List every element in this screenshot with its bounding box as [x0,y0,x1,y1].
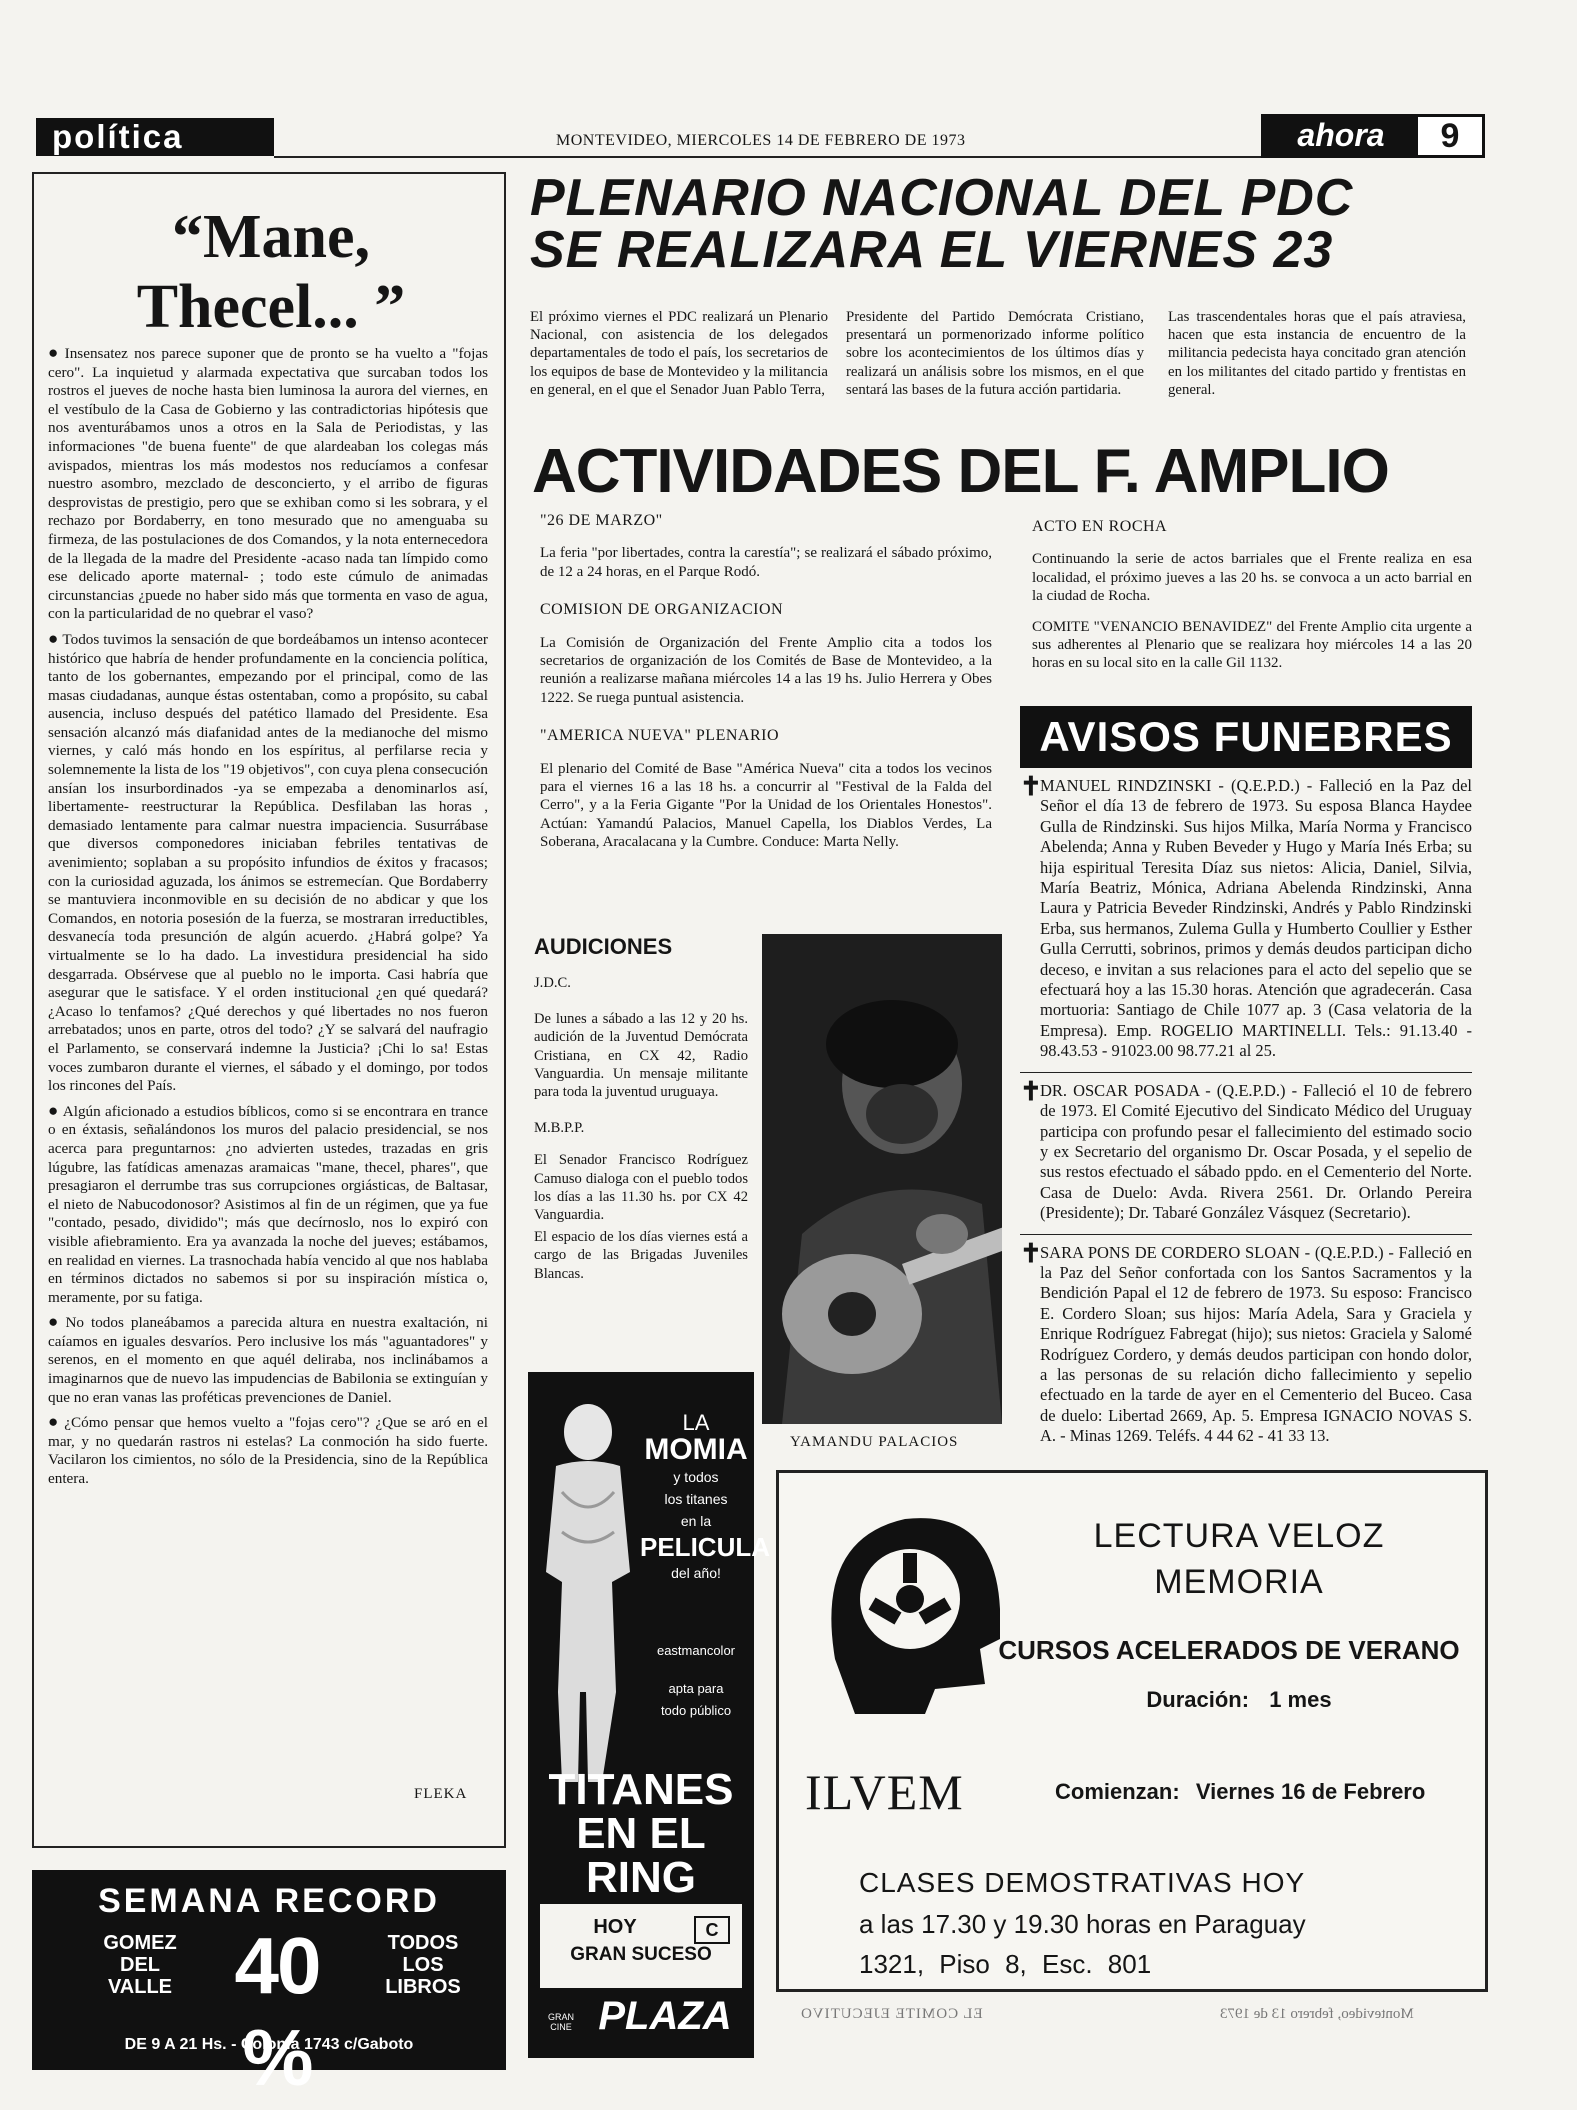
ilvem-line-7: a las 17.30 y 19.30 horas en Paraguay [859,1909,1306,1939]
ad-titanes-publico: todo público [660,1703,732,1718]
funeral-separator [1020,1072,1472,1073]
pdc-headline [530,169,1470,279]
ilvem-line-6: CLASES DEMOSTRATIVAS HOY [859,1867,1306,1898]
fa-p-4: Continuando la serie de actos barriales que el Frente realiza en esa localidad, el próximo jueves a las 20 hs. se convoca a un acto barrial en la ciudad de Rocha. [1032,551,1472,605]
article-title-line2: Thecel... ” [136,273,406,341]
page-number: 9 [1440,117,1460,155]
ad-semana-right-3: LIBROS [385,1976,461,1998]
ilvem-duracion-value: 1 mes [1269,1687,1332,1712]
publication-name: ahora [1264,117,1418,155]
ad-semana-discount: 40 % [234,1921,320,2102]
audiciones [534,934,748,1289]
funebres-heading: AVISOS FUNEBRES [1020,706,1472,768]
cross-icon: ✝ [1020,1238,1042,1268]
bleed-through-left: EL COMITE EJECUTIVO [800,2006,983,2022]
ad-semana-record [32,1870,506,2102]
fa-headline: ACTIVIDADES DEL F. AMPLIO [532,437,1389,506]
mummy-figure-icon [532,1392,642,1792]
ad-titanes-title-3: RING [586,1853,696,1902]
photo-yamandu-palacios [762,934,1002,1424]
article-title-line1: “Mane, [171,203,371,271]
ad-titanes-la: LA [682,1410,710,1435]
masthead-box [1261,114,1485,158]
pdc-col-1: El próximo viernes el PDC realizará un Plenario Nacional, con asistencia de los delegados departamentales de todo el país, los secretarios de los equipos de base de Montevideo y la militancia en general, en el que el Senador Juan Pablo Terra, [530,309,828,398]
fa-p-2: La Comisión de Organización del Frente Amplio cita a todos los secretarios de organización de los Comités de Base de Montevideo, a la reunión a realizarse mañana miércoles 14 a las 19 hs. Julio Herrera y Obes 1222. Se ruega puntual asistencia. [540,634,992,706]
ad-titanes-del-ano: del año! [671,1565,721,1581]
fa-col-2 [1032,518,1472,679]
ad-semana-left-3: VALLE [107,1976,173,1998]
ad-titanes-titanes-small: los titanes [664,1491,728,1507]
fa-p-5: COMITE "VENANCIO BENAVIDEZ" del Frente Amplio cita urgente a sus adherentes al Plenario que se realizara hoy miércoles 14 a las 20 horas en su local sito en la calle Gil 1132. [1032,618,1472,672]
ilvem-comienzan-label: Comienzan: [1055,1779,1180,1804]
ilvem-line-1: LECTURA VELOZ [1093,1517,1385,1555]
audiciones-p-3: El espacio de los días viernes está a cargo de las Brigadas Juveniles Blancas. [534,1229,748,1282]
guitarist-photo [762,934,1002,1424]
audiciones-heading: AUDICIONES [534,934,673,959]
ad-titanes-cine: PLAZA [598,1994,732,2038]
ad-semana-left [90,1932,190,1998]
photo-caption: YAMANDU PALACIOS [790,1434,959,1450]
ad-titanes [528,1372,770,2058]
fa-sub-2: COMISION DE ORGANIZACION [540,601,784,619]
audiciones-p-1: De lunes a sábado a las 12 y 20 hs. audición de la Juventud Demócrata Cristiana, en CX 42, Radio Vanguardia. Un mensaje militante para toda la juventud uruguaya. [534,1011,748,1101]
ilvem-line-2: MEMORIA [1154,1563,1324,1601]
ad-titanes-en-la: en la [680,1513,712,1529]
head-reel-icon [815,1499,1005,1719]
rating-c-icon: C [694,1916,730,1944]
article-title [34,202,508,342]
section-label: política [36,118,274,156]
ilvem-comienzan-value: Viernes 16 de Febrero [1195,1779,1426,1804]
funeral-entry-text: DR. OSCAR POSADA - (Q.E.P.D.) - Falleció el 10 de febrero de 1973. El Comité Ejecutivo del Sindicato Médico del Uruguay participa con profundo pesar el fallecimiento del estimado socio y ex Secretario del organismo Dr. Oscar Posada, y el sepelio de sus restos efectuado el sábado ppdo. en el Cementerio del Norte. Casa de Duelo: Avda. Rivera 2561. Dr. Orlando Pereira (Presidente); Dr. Tabaré González Vásquez (Secretario). [1040,1080,1472,1223]
ilvem-line-3: CURSOS ACELERADOS DE VERANO [998,1635,1460,1665]
audiciones-sub-2: M.B.P.P. [534,1120,585,1137]
ad-semana-left-2: DEL [120,1954,160,1976]
article-body [48,344,488,1754]
ad-titanes-tagline [640,1410,770,1722]
article-paragraph: ● Insensatez nos parece suponer que de pronto se ha vuelto a "fojas cero". La inquietud y alarmada expectativa que surcaban todos los rostros el jueves de noche hasta bien luminosa la aurora del viernes, en el vestíbulo de la Casa de Gobierno y las contradictorias hipótesis que nos aventurábamos unos a otros en la Sala de Periodistas, y las informaciones "de buena fuente" de que alardeaban los colegas más avispados, mientras los más modestos nos reducíamos a confesar nuestro asombro, mezclado de desconcierto, y el arribo de figuras desprovistas de prestigio, pero que se exhiban como si les sobrara, y el rechazo por Bordaberry, en tono mesurado que no amenguaba su firmeza, de las postulaciones de dos Comandos, y la nota enternecedora de la llegada de la madre del Presidente -acaso nada tan límpido como ese delicado aporte maternal- ; todo este cúmulo de animadas circunstancias ¿puede no haber sido más que tormenta en vaso de agua, con la particularidad de no quebrar el vaso? [48,344,488,624]
funeral-entry [1020,1076,1472,1224]
cross-icon: ✝ [1020,772,1042,801]
ilvem-line-8: 1321, Piso 8, Esc. 801 [859,1949,1152,1979]
fa-sub-4: ACTO EN ROCHA [1032,518,1168,535]
audiciones-p-2: El Senador Francisco Rodríguez Camuso dialoga con el pueblo todos los días a las 11.30 hs. por CX 42 Vanguardia. [534,1152,748,1224]
ad-semana-right-2: LOS [402,1954,444,1976]
ilvem-brand: ILVEM [805,1764,964,1820]
article-paragraph: ● Algún aficionado a estudios bíblicos, como si se encontrara en trance o en éxtasis, señalándonos los muros del palacio presidencial, se nos acerca para preguntarnos: ¿no advierten ustedes, trazadas en gris lúgubre, las fatídicas amenazas aramaicas "mane, thecel, phares", que presagiaron el derrumbe tras sus corrupciones orgiásticas, de Baltasar, el nieto de Nabucodonosor? Asistimos al fin de un régimen, que ya fue "contado, pesado, dividido"; más que decírnoslo, nos lo expiró con visible afiebramiento. Era ya avanzada la noche del jueves; estábamos, en realidad en viernes. La trasnochada había vencido al que nos hablaba en términos dictados no sabemos si por su inspiración mística o, meramente, por su fatiga. [48,1102,488,1308]
ad-titanes-title-2: EN EL [576,1809,706,1858]
fa-col-1 [540,512,992,858]
ad-semana-title: SEMANA RECORD [98,1882,440,1920]
funeral-entry [1020,772,1472,1062]
funeral-entry-text: SARA PONS DE CORDERO SLOAN - (Q.E.P.D.) - Falleció en la Paz del Señor confortada con los Santos Sacramentos y la Bendición Papal el 12 de febrero de 1973. Su esposo: Francisco E. Cordero Sloan; sus hijos: María Adela, Sara y Graciela y Enrique Rodríguez Fabregat (hijo); sus nietos: Graciela y Salomé Rodríguez Cordero, y demás deudos participan con hondo dolor, a las personas de su relación dicho fallecimiento y sepelio efectuado en la tarde de ayer en el Cementerio del Buceo. Casa de duelo: Libertad 2669, Ap. 5. Empresa IGNACIO NOVAS S. A. - Minas 1269. Teléfs. 4 44 62 - 41 33 13. [1040,1242,1472,1446]
article-signature: FLEKA [414,1786,468,1802]
funeral-separator [1020,1234,1472,1235]
left-column-box [32,172,506,1848]
fa-sub-3: "AMERICA NUEVA" PLENARIO [540,727,779,745]
ad-titanes-pelicula: PELICULA [640,1532,770,1562]
article-paragraph: ● Todos tuvimos la sensación de que bordeábamos un intenso acontecer histórico que habría de hender profundamente en la conciencia política, tanto de los gobernantes, empezando por el principal, como de las masas ciudadanas, aunque éstas ostentaban, como a propósito, su cabal ausencia, incluso después del patético llamado del Presidente. Esa sensación alcanzó más diafanidad antes de la medianoche del mismo viernes, y caló más hondo en los espíritus, al perfilarse recia y solemnemente la lista de los "19 objetivos", con cuya plena consecución ansían los insurbordinados -ya se empezaba a denominarlos así, libertamente- reestructurar la República. Desfilaban las horas , demasiado lentamente para calmar nuestra impaciencia. Susurrábase que diversos componedores iniciaban febriles tentativas de avenimiento; soplaban a su propósito infundios de éxitos y fracasos; con la curiosidad aguzada, los ánimos se estremecían. Que Bordaberry se mantuviera inconmovible en su decisión de no abdicar y que los Comandos, en notoria posesión de la fuerza, se mostraran irreductibles, desvanecía toda presunción de algún acuerdo. ¿Habrá golpe? Ya virtualmente se lo ha dado. La investidura presidencial ha sido desgarrada. Obsérvese que al pueblo no le importa. Casi habría que asegurar que le satisface. Y el orden institucional ¿en qué quedará? ¿Acaso lo tenfamos? ¿Qué derechos y qué libertades no nos fueron arrebatados; unos en parte, otros del todo? ¿Y se salvará del naufragio el Parlamento, se conservará indemne la Justicia? ¡Chi lo sa! Estas voces zumbaron durante el viernes, el sábado y el domingo, por todos los rincones del País. [48,630,488,1096]
ad-ilvem [776,1470,1488,1992]
pdc-col-3: Las trascendentales horas que el país atraviesa, hacen que esta instancia de encuentro de la militancia pedecista haya concitado gran atención en los militantes del citado partido y frentistas en general. [1168,309,1466,398]
funeral-entry [1020,1238,1472,1447]
ad-titanes-momia: MOMIA [644,1433,748,1466]
ilvem-duracion-label: Duración: [1146,1687,1250,1712]
ad-semana-footer: DE 9 A 21 Hs. - Colonia 1743 c/Gaboto [124,2036,414,2053]
fa-p-1: La feria "por libertades, contra la carestía"; se realizará el sábado próximo, de 12 a 24 horas, en el Parque Rodó. [540,545,992,580]
ad-titanes-todos: y todos [673,1469,719,1485]
ilvem-line-5 [1055,1779,1475,1805]
ad-titanes-title-1: TITANES [548,1765,734,1814]
fa-p-3: El plenario del Comité de Base "América Nueva" cita a todos los vecinos para el viernes 16 a las 18 hs. a concurrir al "Festival de la Falda del Cerro", y a la Feria Gigante "Por la Unidad de los Orientales Honestos". Actúan: Yamandú Palacios, Manuel Capella, los Diablos Verdes, La Soberana, Aracalacana y la Cumbre. Conduce: Marta Nelly. [540,760,992,851]
dateline: MONTEVIDEO, MIERCOLES 14 DE FEBRERO DE 1973 [556,132,966,149]
article-paragraph: ● No todos planeábamos a parecida altura en nuestra exaltación, ni caíamos en iguales desvaríos. Pero inclusive los más "aguantadores" y serenos, en el momento en que aquél deliraba, nos inclinábamos a imaginarnos que de nuevo las impudencias de Babilonia se extinguían y que no eran vanas las proféticas prevenciones de Daniel. [48,1313,488,1407]
ad-titanes-hoy-box [540,1904,742,1988]
ad-semana-left-1: GOMEZ [103,1932,177,1954]
article-paragraph: ● ¿Cómo pensar que hemos vuelto a "fojas cero"? ¿Que se aró en el mar, y no quedarán rastros ni estelas? La conmoción ha sido fuerte. Vacilaron los cimientos, no sólo de la Presidencia, sino de la República entera. [48,1413,488,1488]
ad-titanes-title [528,1765,754,1902]
pdc-headline-line1: PLENARIO NACIONAL DEL PDC [530,169,1354,227]
ad-titanes-eastmancolor: eastmancolor [656,1643,736,1658]
ilvem-line-4 [1019,1687,1459,1713]
ad-titanes-hoy: HOY [593,1916,637,1938]
pdc-headline-line2: SE REALIZARA EL VIERNES 23 [530,221,1334,279]
ad-titanes-suceso: GRAN SUCESO [570,1944,712,1965]
ad-semana-right-1: TODOS [387,1932,459,1954]
ad-titanes-apta: apta para [668,1681,724,1696]
ad-semana-right [368,1932,478,1998]
cross-icon: ✝ [1020,1076,1042,1106]
funebres-list [1020,772,1472,1457]
pdc-col-2: Presidente del Partido Demócrata Cristiano, presentará un pormenorizado informe político sobre los acontecimientos de los últimos días y realizará un análisis sobre los mismos, en el que sentará las bases de la futura acción partidaria. [846,309,1144,398]
fa-sub-1: "26 DE MARZO" [540,512,663,529]
audiciones-sub-1: J.D.C. [534,975,571,991]
funeral-entry-text: MANUEL RINDZINSKI - (Q.E.P.D.) - Falleció en la Paz del Señor el día 13 de febrero de 1973. Su esposa Blanca Haydee Gulla de Rindzinski. Sus hijos Milka, María Norma y Francisco Abelenda; Anna y Ruben Beveder y Hugo y María Inés Erba; su hija espiritual Teresita Díaz sus nietos: Alicia, Daniel, Silvia, María Beatriz, Mónica, Adriana Abelenda Rindzinski, Anna Laura y Patricia Beveder Rindzinski, Andrés y Pablo Rindzinski Erba, sus hermanos, Zulema Gulla y Humberto Coullier y Esther Gulla Cerrutti, sobrinos, primos y demás deudos participan dicho deceso, e invitan a sus relaciones para el acto del sepelio que se efectuará hoy a las 15.30 horas. Atención que agradecerán. Casa mortuoria: Santiago de Chile 1077 ap. 3 (Casa velatoria de la Empresa). Emp. ROGELIO MARTINELLI. Tels.: 91.13.40 - 98.43.53 - 91023.00 98.77.21 al 25. [1040,776,1472,1061]
bleed-through-right: Montevideo, febrero 13 de 1973 [1220,2006,1414,2022]
ad-titanes-cine-small: GRAN CINE [547,2012,574,2032]
